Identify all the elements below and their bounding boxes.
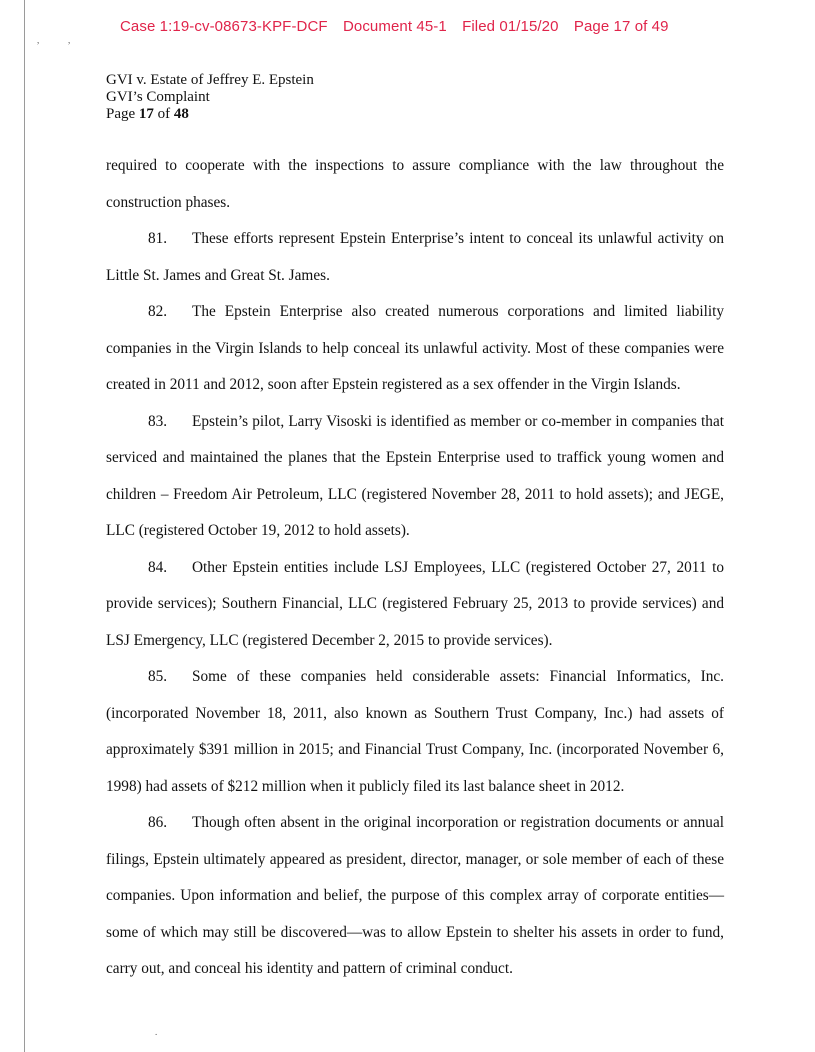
caption-case-title: GVI v. Estate of Jeffrey E. Epstein bbox=[106, 72, 314, 88]
filed-date: Filed 01/15/20 bbox=[462, 18, 559, 35]
scan-speck: , bbox=[68, 35, 71, 45]
caption-page-current: 17 bbox=[138, 106, 154, 122]
paragraph-number: 85. bbox=[148, 668, 168, 685]
scan-speck: . bbox=[155, 1027, 158, 1037]
paragraph-84 bbox=[106, 550, 724, 660]
paragraph-text: Epstein’s pilot, Larry Visoski is identified as member or co-member in companies that serviced and maintained the planes that the Epstein Enterprise used to traffick young women and children – Freedom Air Petroleum, LLC (registered November 28, 2011 to hold assets); and JEGE, LLC (registered October 19, 2012 to hold assets). bbox=[106, 412, 724, 539]
left-margin-rule bbox=[24, 0, 25, 1052]
document-body bbox=[106, 148, 724, 988]
caption-document-title: GVI’s Complaint bbox=[106, 89, 210, 105]
paragraph-82 bbox=[106, 294, 724, 404]
paragraph-83 bbox=[106, 404, 724, 550]
document-number: Document 45-1 bbox=[342, 18, 447, 35]
document-caption bbox=[106, 72, 314, 123]
paragraph-85 bbox=[106, 659, 724, 805]
caption-page-line bbox=[106, 106, 314, 123]
paragraph-number: 83. bbox=[148, 412, 168, 430]
paragraph-86 bbox=[106, 805, 724, 988]
paragraph-number: 84. bbox=[148, 558, 168, 576]
case-number: Case 1:19-cv-08673-KPF-DCF bbox=[120, 18, 328, 35]
paragraph-text: The Epstein Enterprise also created numerous corporations and limited liability companies in the Virgin Islands to help conceal its unlawful activity. Most of these companies were created in 2011 and 2012, soon after Epstein registered as a sex offender in the Virgin Islands. bbox=[106, 303, 724, 393]
paragraph-text: Some of these companies held considerable assets: Financial Informatics, Inc. (incorporated November 18, 2011, also known as Southern Trust Company, Inc.) had assets of approximately $391 million in 2015; and Financial Trust Company, Inc. (incorporated November 6, 1998) had assets of $212 million when it publicly filed its last balance sheet in 2012. bbox=[106, 668, 724, 795]
continuation-paragraph: required to cooperate with the inspections to assure compliance with the law throughout the construction phases. bbox=[106, 157, 724, 211]
paragraph-number: 81. bbox=[148, 230, 168, 247]
paragraph-text: These efforts represent Epstein Enterprise’s intent to conceal its unlawful activity on Little St. James and Great St. James. bbox=[106, 230, 724, 284]
caption-page-total: 48 bbox=[173, 106, 189, 122]
paragraph-81 bbox=[106, 221, 724, 294]
scan-speck: , bbox=[37, 35, 40, 45]
ecf-case-header bbox=[120, 18, 710, 35]
ecf-page-number: Page 17 of 49 bbox=[573, 18, 669, 35]
paragraph-text: Other Epstein entities include LSJ Employees, LLC (registered October 27, 2011 to provide services); Southern Financial, LLC (registered February 25, 2013 to provide services) and LSJ Emergency, LLC (registered December 2, 2015 to provide services). bbox=[106, 558, 724, 649]
caption-page-prefix: Page bbox=[106, 106, 136, 122]
caption-page-of: of bbox=[157, 106, 171, 122]
paragraph-number: 86. bbox=[148, 814, 168, 831]
paragraph-text: Though often absent in the original incorporation or registration documents or annual filings, Epstein ultimately appeared as president, director, manager, or sole member of each of these companies. Upon information and belief, the purpose of this complex array of corporate entities—some of which may still be discovered—was to allow Epstein to shelter his assets in order to fund, carry out, and conceal his identity and pattern of criminal conduct. bbox=[106, 814, 724, 977]
paragraph-number: 82. bbox=[148, 303, 168, 320]
